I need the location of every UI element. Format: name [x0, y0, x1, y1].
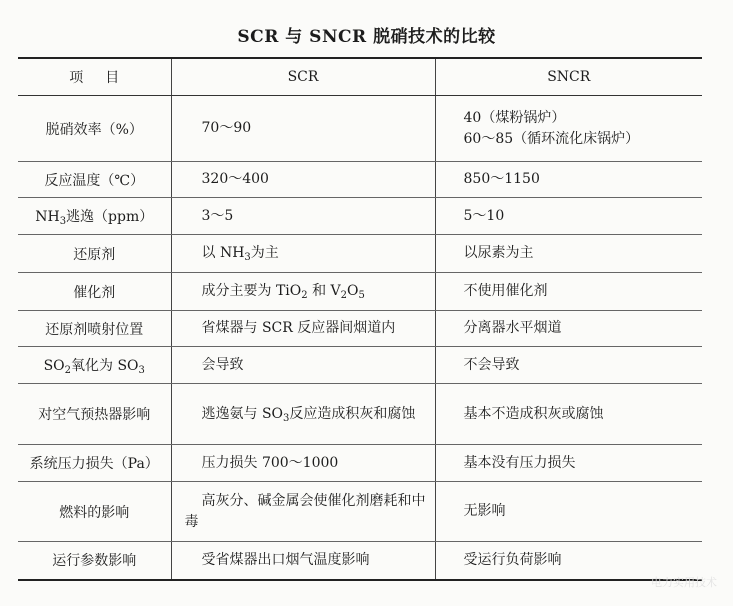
scr-cell: 省煤器与 SCR 反应器间烟道内 [171, 311, 435, 347]
subscript: 5 [358, 290, 365, 301]
row-label [18, 347, 171, 384]
row-label: 对空气预热器影响 [18, 384, 171, 445]
cell-part: O [347, 283, 359, 299]
scr-cell: 会导致 [171, 347, 435, 384]
row-label: 催化剂 [18, 273, 171, 311]
table-row [18, 347, 702, 384]
scr-cell [171, 384, 435, 445]
cell-part: 和 V [307, 283, 341, 299]
row-label: 燃料的影响 [18, 482, 171, 542]
watermark: 电力实用技术 [651, 576, 717, 589]
table-row [18, 235, 702, 273]
scr-cell: 320～400 [171, 162, 435, 198]
comparison-table [18, 57, 702, 581]
scr-cell: 3～5 [171, 198, 435, 235]
subscript: 2 [301, 290, 308, 301]
table-row [18, 384, 702, 445]
row-label: 运行参数影响 [18, 542, 171, 580]
scr-cell [171, 235, 435, 273]
cell-part: 以 NH [201, 245, 245, 261]
table-row [18, 542, 702, 580]
sncr-cell: 受运行负荷影响 [435, 542, 702, 580]
row-label: 还原剂喷射位置 [18, 311, 171, 347]
subscript: 3 [244, 252, 251, 263]
sncr-cell: 850～1150 [435, 162, 702, 198]
label-part: 氧化为 SO [71, 358, 139, 374]
scr-cell: 受省煤器出口烟气温度影响 [171, 542, 435, 580]
row-label: 还原剂 [18, 235, 171, 273]
table-row [18, 273, 702, 311]
cell-part: 反应造成积灰和腐蚀 [289, 405, 416, 422]
table-row [18, 162, 702, 198]
table-row [18, 96, 702, 162]
row-label [18, 198, 171, 235]
table-title: SCR 与 SNCR 脱硝技术的比较 [237, 27, 496, 47]
subscript: 3 [138, 365, 145, 376]
cell-part: 逃逸氨与 SO [201, 405, 284, 422]
sncr-cell [435, 96, 702, 162]
scr-cell: 高灰分、碱金属会使催化剂磨耗和中毒 [171, 482, 435, 542]
row-label: 反应温度（℃） [18, 162, 171, 198]
header-item: 项目 [18, 58, 171, 96]
label-part: SO [43, 358, 65, 374]
table-row [18, 445, 702, 482]
subscript: 2 [64, 365, 72, 376]
scr-cell: 70～90 [171, 96, 435, 162]
sncr-cell: 无影响 [435, 482, 702, 542]
row-label: 脱硝效率（%） [18, 96, 171, 162]
cell-part: 为主 [250, 245, 279, 261]
scr-cell: 压力损失 700～1000 [171, 445, 435, 482]
label-part: 逃逸（ppm） [66, 209, 154, 225]
cell-part: 成分主要为 TiO [201, 283, 302, 299]
sncr-cell-line: 40（煤粉锅炉） [463, 109, 566, 126]
sncr-cell: 基本没有压力损失 [435, 445, 702, 482]
table-row [18, 198, 702, 235]
sncr-cell: 分离器水平烟道 [435, 311, 702, 347]
subscript: 2 [340, 290, 348, 301]
header-sncr: SNCR [435, 58, 702, 96]
table-row [18, 482, 702, 542]
sncr-cell: 以尿素为主 [435, 235, 702, 273]
table-row [18, 311, 702, 347]
sncr-cell: 不使用催化剂 [435, 273, 702, 311]
table-header-row [18, 58, 702, 96]
sncr-cell: 5～10 [435, 198, 702, 235]
sncr-cell: 不会导致 [435, 347, 702, 384]
scr-cell [171, 273, 435, 311]
sncr-cell-line: 60～85（循环流化床锅炉） [463, 130, 640, 147]
subscript: 3 [283, 412, 290, 424]
header-scr: SCR [171, 58, 435, 96]
sncr-cell: 基本不造成积灰或腐蚀 [435, 384, 702, 445]
row-label: 系统压力损失（Pa） [18, 445, 171, 482]
subscript: 3 [59, 216, 67, 227]
label-part: NH [35, 209, 60, 225]
